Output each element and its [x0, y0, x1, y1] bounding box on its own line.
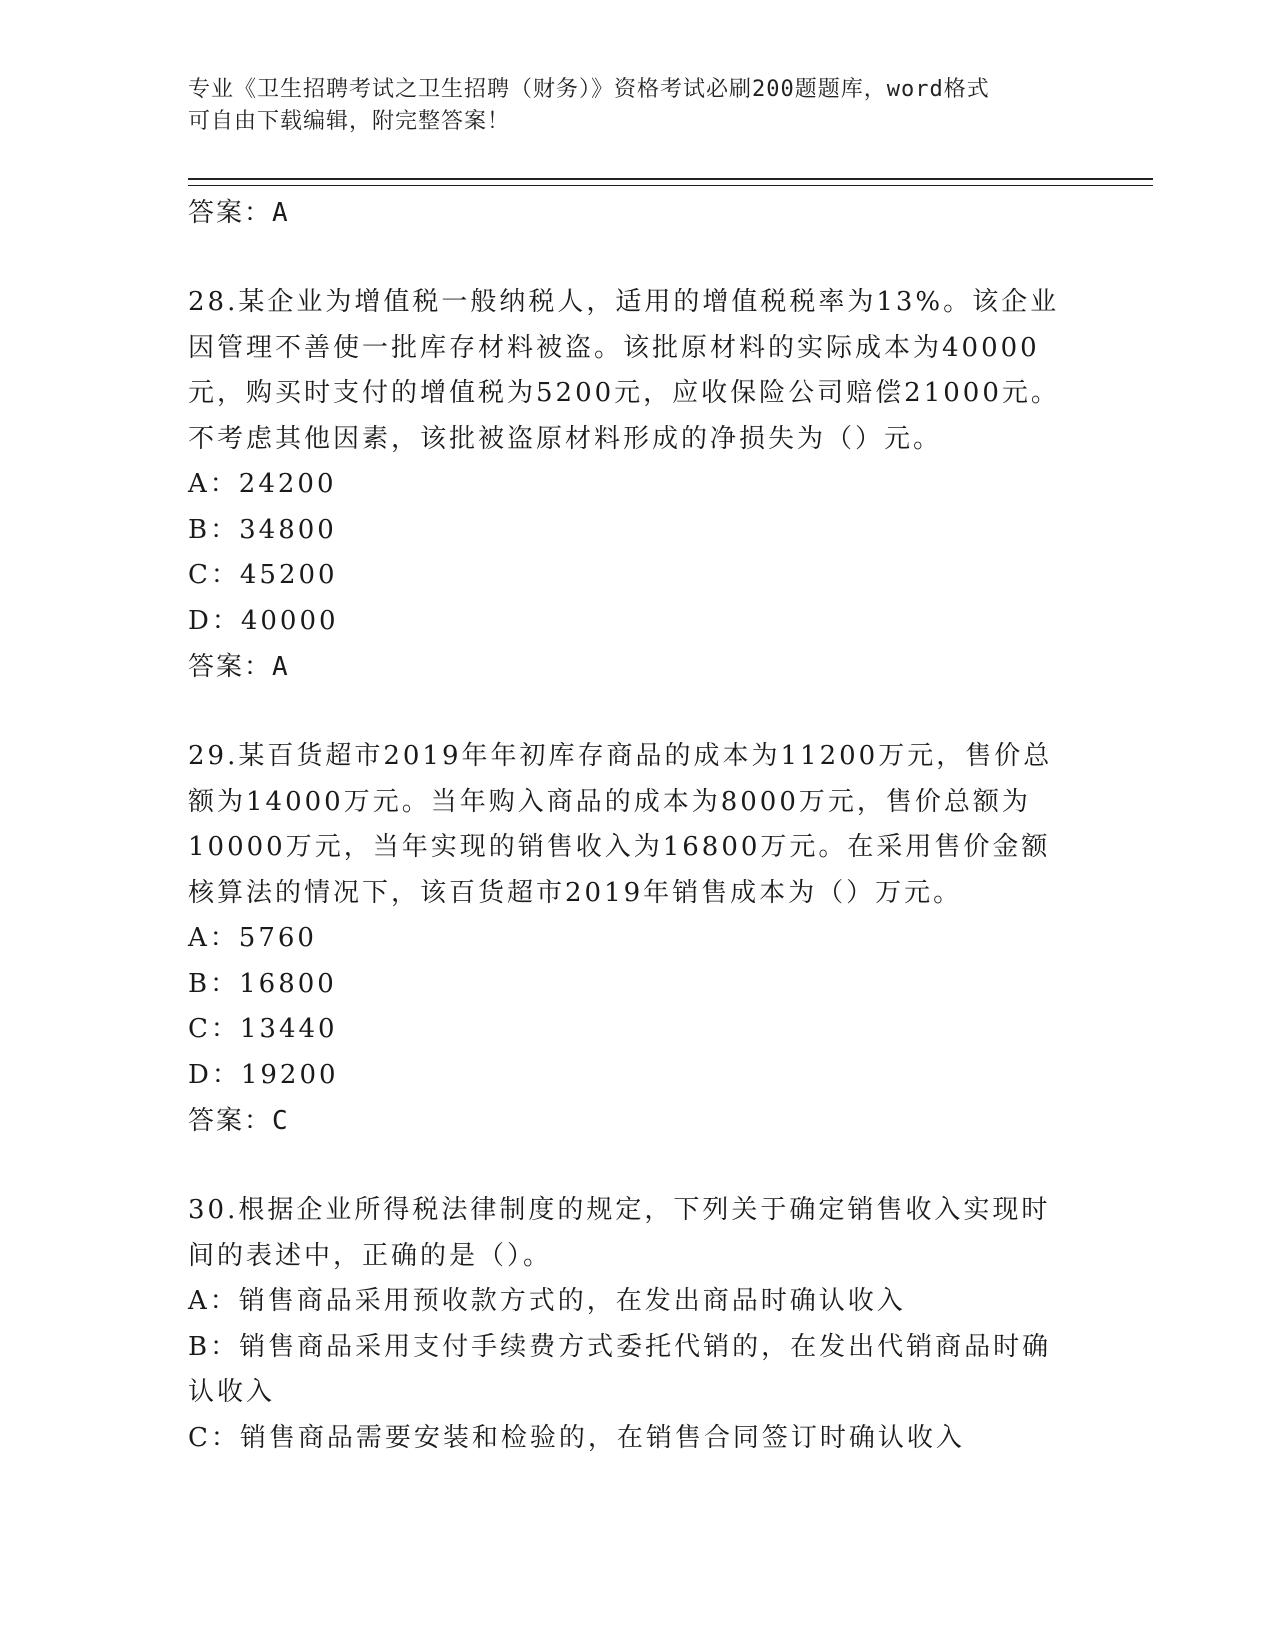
- spacer: [188, 690, 1068, 734]
- question-30: [188, 1188, 1068, 1461]
- header-divider: [188, 178, 1153, 186]
- option-b: B：34800: [188, 514, 337, 545]
- option-c: C：45200: [188, 560, 338, 590]
- option-c: C：销售商品需要安装和检验的，在销售合同签订时确认收入: [188, 1422, 965, 1453]
- question-stem: 29.某百货超市2019年年初库存商品的成本为11200万元，售价总额为14000万元。当年购入商品的成本为8000万元，售价总额为10000万元，当年实现的销售收入为16800万元。在采用售价金额核算法的情况下，该百货超市2019年销售成本为（）万元。: [188, 741, 1053, 908]
- header-line-2: 可自由下载编辑，附完整答案！: [188, 109, 511, 134]
- document-header: [188, 74, 1068, 138]
- option-d: D：40000: [188, 605, 339, 636]
- question-stem: 28.某企业为增值税一般纳税人，适用的增值税税率为13%。该企业因管理不善使一批库存材料被盗。该批原材料的实际成本为40000元，购买时支付的增值税为5200元，应收保险公司赔偿21000元。不考虑其他因素，该批被盗原材料形成的净损失为（）元。: [188, 287, 1060, 454]
- question-answer: 答案：C: [188, 1106, 290, 1136]
- option-b: B：16800: [188, 968, 337, 999]
- question-stem: 30.根据企业所得税法律制度的规定，下列关于确定销售收入实现时间的表述中，正确的是（）。: [188, 1195, 1051, 1271]
- option-d: D：19200: [188, 1059, 339, 1090]
- question-28: [188, 280, 1068, 690]
- question-29: [188, 734, 1068, 1144]
- option-b: B：销售商品采用支付手续费方式委托代销的，在发出代销商品时确认收入: [188, 1331, 1052, 1407]
- header-line-1: 专业《卫生招聘考试之卫生招聘（财务）》资格考试必刷200题题库，word格式: [188, 77, 990, 102]
- previous-answer: 答案：A: [188, 198, 290, 228]
- option-a: A：5760: [188, 923, 317, 953]
- option-a: A：销售商品采用预收款方式的，在发出商品时确认收入: [188, 1286, 906, 1316]
- option-c: C：13440: [188, 1014, 338, 1044]
- document-body: [188, 190, 1068, 1461]
- spacer: [188, 236, 1068, 280]
- option-a: A：24200: [188, 469, 337, 499]
- spacer: [188, 1144, 1068, 1188]
- question-answer: 答案：A: [188, 652, 290, 682]
